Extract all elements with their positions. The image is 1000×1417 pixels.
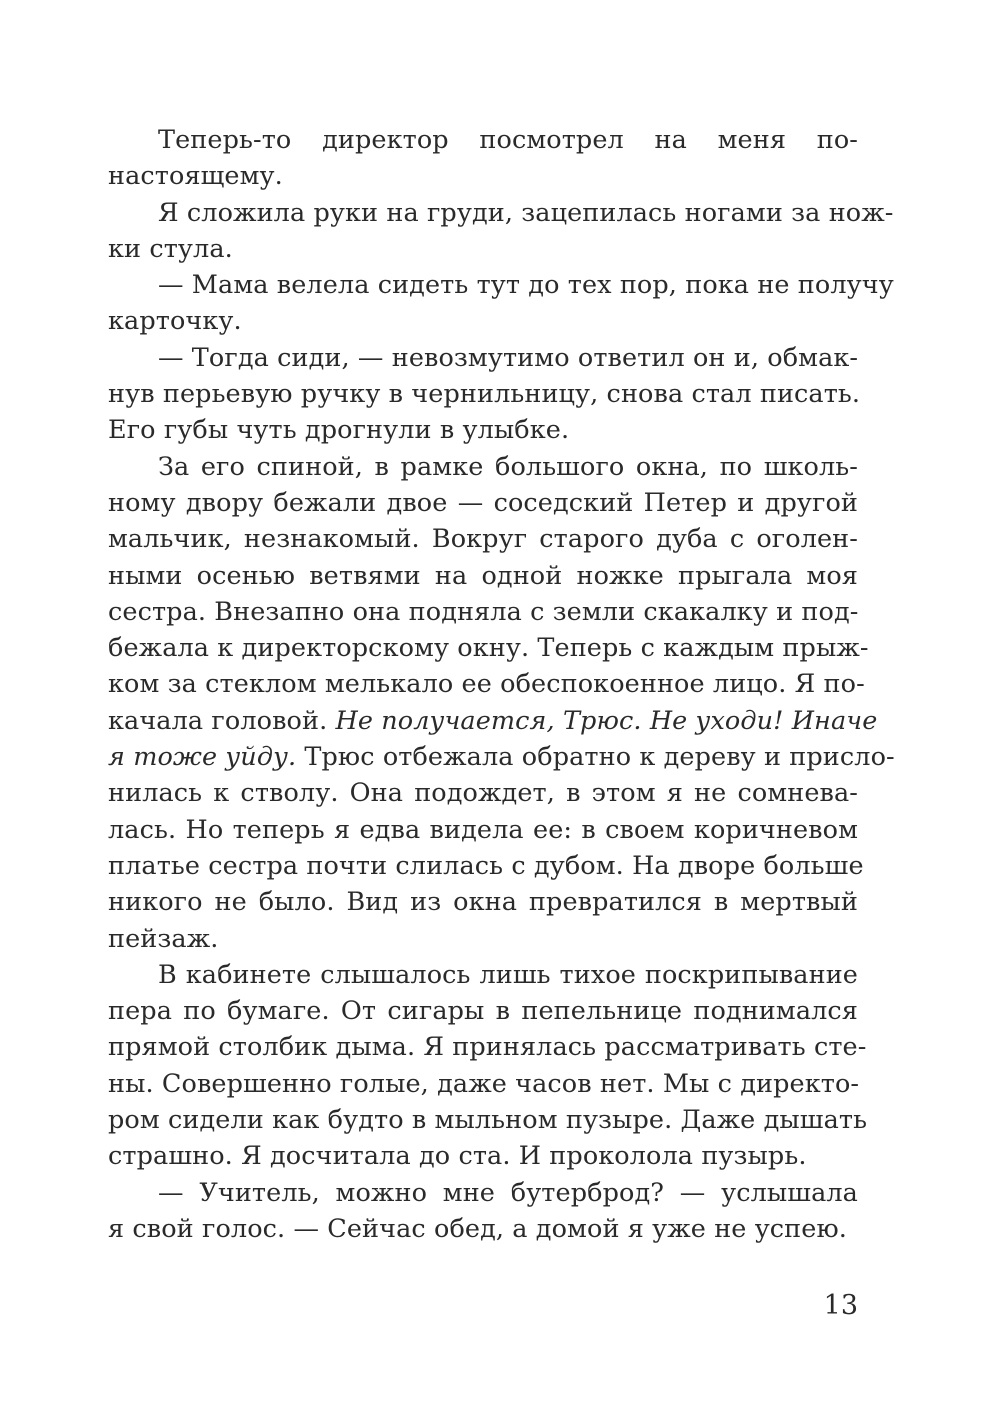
page-text [108,122,895,1247]
text-segment: — Тогда сиди, — невозмутимо ответил он и, обмак- [158,342,859,373]
text-segment: Я сложила руки на груди, зацепилась ногами за нож- [158,197,894,228]
text-line [108,1211,858,1247]
text-segment: прямой столбик дыма. Я принялась рассматривать сте- [108,1032,867,1063]
text-line [108,303,858,339]
text-line [108,521,858,557]
text-line [108,594,858,630]
text-line [108,884,858,920]
text-segment: бежала к директорскому окну. Теперь с каждым прыж- [108,633,869,664]
text-segment: нилась к стволу. Она подождет, в этом я не сомнева- [108,778,858,809]
text-line [108,340,858,376]
text-segment: — Учитель, можно мне бутерброд? — услышала [158,1177,858,1208]
text-line [108,1138,858,1174]
italic-text-segment: Не получается, Трюс. Не уходи! Иначе [335,705,878,736]
text-line [108,848,864,884]
italic-text-segment: я тоже уйду. [108,742,297,773]
text-line [108,558,858,594]
text-segment: настоящему. [108,161,283,192]
text-segment: ному двору бежали двое — соседский Петер и другой [108,487,858,518]
text-line [108,376,861,412]
text-segment: никого не было. Вид из окна превратился в мертвый [108,887,858,918]
text-segment: ными осенью ветвями на одной ножке прыгала моя [108,560,858,591]
text-line [108,122,858,158]
text-segment: страшно. Я досчитала до ста. И проколола пузырь. [108,1141,807,1172]
text-line [108,158,858,194]
text-segment: пера по бумаге. От сигары в пепельнице поднимался [108,996,858,1027]
text-segment: За его спиной, в рамке большого окна, по школь- [158,451,858,482]
text-segment: ки стула. [108,233,233,264]
text-line [108,1175,858,1211]
text-segment: карточку. [108,306,242,337]
text-segment: Его губы чуть дрогнули в улыбке. [108,415,570,446]
text-line [108,231,858,267]
text-line [108,703,878,739]
text-segment: Трюс отбежала обратно к дереву и присло- [296,742,895,773]
text-segment: ром сидели как будто в мыльном пузыре. Даже дышать [108,1105,868,1136]
text-line [108,449,858,485]
text-line [108,775,858,811]
text-line [108,267,894,303]
text-segment: лась. Но теперь я едва видела ее: в своем коричневом [108,814,858,845]
text-segment: В кабинете слышалось лишь тихое поскрипывание [158,959,858,990]
text-line [108,812,858,848]
text-segment: я свой голос. — Сейчас обед, а домой я уже не успею. [108,1213,847,1244]
text-line [108,993,858,1029]
text-line [108,485,858,521]
page-number: 13 [823,1290,858,1321]
text-line [108,666,865,702]
text-line [108,1029,867,1065]
text-segment: мальчик, незнакомый. Вокруг старого дуба с оголен- [108,524,858,555]
text-segment: нув перьевую ручку в чернильницу, снова стал писать. [108,379,861,410]
text-segment: ком за стеклом мелькало ее обеспокоенное лицо. Я по- [108,669,865,700]
text-segment: платье сестра почти слилась с дубом. На дворе больше [108,850,864,881]
text-segment: качала головой. [108,705,336,736]
text-segment: пейзаж. [108,923,219,954]
text-segment: ны. Совершенно голые, даже часов нет. Мы с директо- [108,1068,860,1099]
text-line [108,195,894,231]
text-line [108,921,858,957]
text-segment: сестра. Внезапно она подняла с земли скакалку и под- [108,596,859,627]
text-line [108,957,858,993]
text-line [108,739,895,775]
text-segment: Теперь-то директор посмотрел на меня по- [158,125,858,155]
text-line [108,630,869,666]
text-segment: — Мама велела сидеть тут до тех пор, пока не получу [158,270,894,301]
text-line [108,1102,868,1138]
text-line [108,412,858,448]
text-line [108,1066,858,1102]
